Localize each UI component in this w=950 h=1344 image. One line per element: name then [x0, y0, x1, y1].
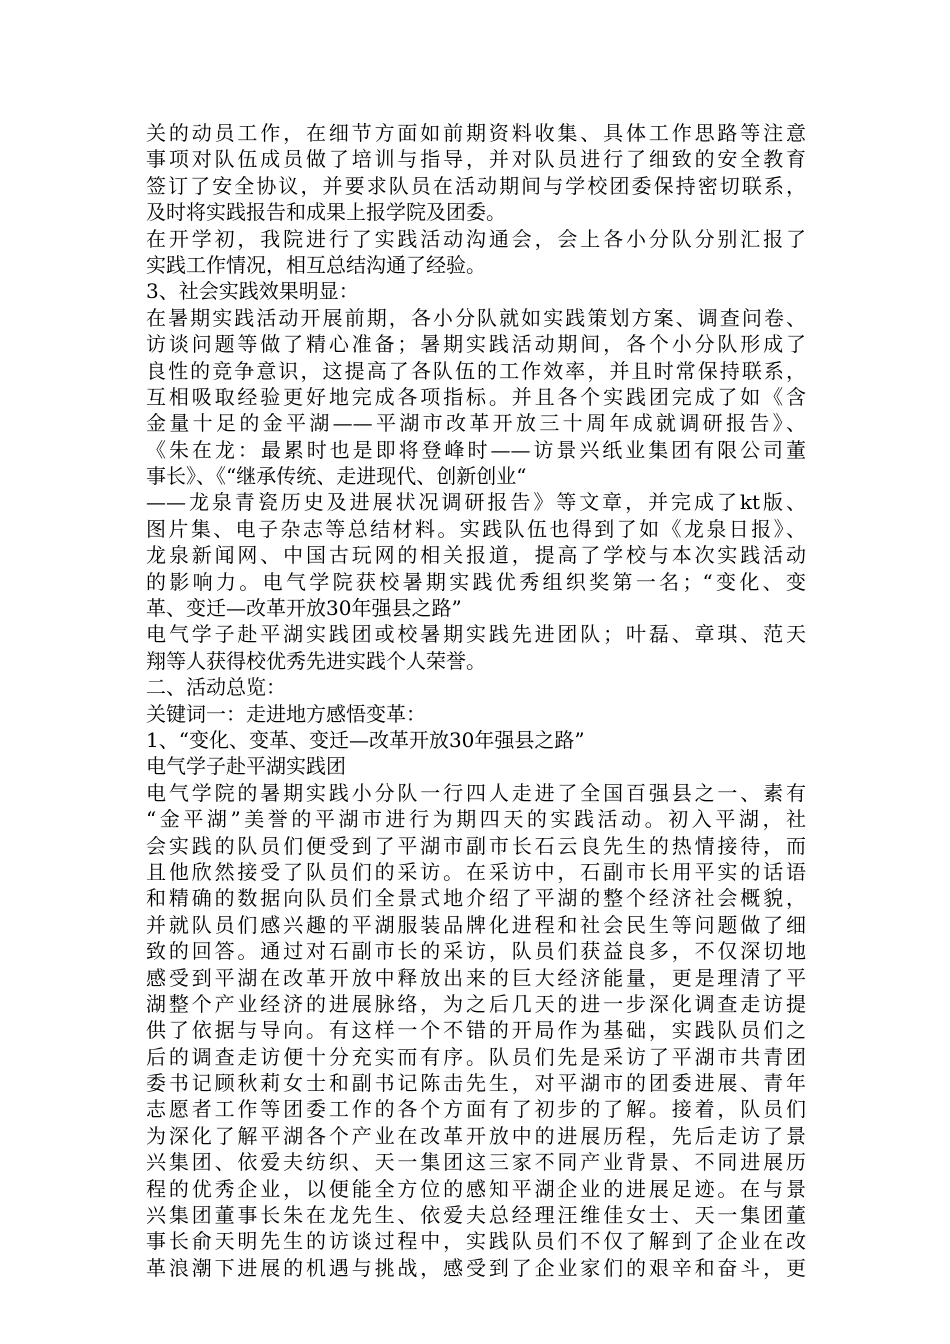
text-line: 志愿者工作等团委工作的各个方面有了初步的了解。接着，队员们: [146, 1097, 806, 1122]
text-line: 关键词一：走进地方感悟变革：: [146, 701, 426, 726]
text-line: 签订了安全协议，并要求队员在活动期间与学校团委保持密切联系，: [146, 173, 806, 198]
text-line: 革浪潮下进展的机遇与挑战，感受到了企业家们的艰辛和奋斗，更: [146, 1255, 806, 1280]
text-line: 互相吸取经验更好地完成各项指标。并且各个实践团完成了如《含: [146, 384, 806, 409]
document-page: [146, 120, 806, 1281]
text-line: 兴集团董事长朱在龙先生、依爱夫总经理汪维佳女士、天一集团董: [146, 1203, 806, 1228]
text-line: 兴集团、依爱夫纺织、天一集团这三家不同产业背景、不同进展历: [146, 1150, 806, 1175]
text-line: 电气学子赴平湖实践团: [146, 754, 346, 779]
text-line: 为深化了解平湖各个产业在改革开放中的进展历程，先后走访了景: [146, 1123, 806, 1148]
text-line: 事长》、《“继承传统、走进现代、创新创业“: [146, 464, 527, 489]
text-line: 后的调查走访便十分充实而有序。队员们先是采访了平湖市共青团: [146, 1044, 806, 1069]
text-line: 翔等人获得校优秀先进实践个人荣誉。: [146, 648, 486, 673]
text-line: 事长俞天明先生的访谈过程中，实践队员们不仅了解到了企业在改: [146, 1229, 806, 1254]
text-line: 实践工作情况，相互总结沟通了经验。: [146, 252, 486, 277]
text-line: 程的优秀企业，以便能全方位的感知平湖企业的进展足迹。在与景: [146, 1176, 806, 1201]
text-line: 电气学院的暑期实践小分队一行四人走进了全国百强县之一、素有: [146, 780, 806, 805]
text-line: 并就队员们感兴趣的平湖服装品牌化进程和社会民生等问题做了细: [146, 912, 806, 937]
text-line: 感受到平湖在改革开放中释放出来的巨大经济能量，更是理清了平: [146, 965, 806, 990]
text-line: 会实践的队员们便受到了平湖市副市长石云良先生的热情接待，而: [146, 833, 806, 858]
text-line: 供了依据与导向。有这样一个不错的开局作为基础，实践队员们之: [146, 1018, 806, 1043]
text-line: 及时将实践报告和成果上报学院及团委。: [146, 200, 506, 225]
text-line: ——龙泉青瓷历史及进展状况调研报告》等文章，并完成了kt版、: [146, 490, 806, 515]
text-line: 《朱在龙：最累时也是即将登峰时——访景兴纸业集团有限公司董: [146, 437, 806, 462]
text-line: 致的回答。通过对石副市长的采访，队员们获益良多，不仅深切地: [146, 939, 806, 964]
text-line: 委书记顾秋莉女士和副书记陈击先生，对平湖市的团委进展、青年: [146, 1071, 806, 1096]
text-line: 龙泉新闻网、中国古玩网的相关报道，提高了学校与本次实践活动: [146, 543, 806, 568]
text-line: 事项对队伍成员做了培训与指导，并对队员进行了细致的安全教育: [146, 147, 806, 172]
text-line: 图片集、电子杂志等总结材料。实践队伍也得到了如《龙泉日报》、: [146, 516, 806, 541]
text-line: 关的动员工作，在细节方面如前期资料收集、具体工作思路等注意: [146, 121, 806, 145]
text-line: 金量十足的金平湖——平湖市改革开放三十周年成就调研报告》、: [146, 411, 806, 436]
text-line: 和精确的数据向队员们全景式地介绍了平湖的整个经济社会概貌，: [146, 886, 806, 911]
text-line: “金平湖”美誉的平湖市进行为期四天的实践活动。初入平湖，社: [146, 807, 806, 832]
text-line: 电气学子赴平湖实践团或校暑期实践先进团队；叶磊、章琪、范天: [146, 622, 806, 647]
text-line: 1、“变化、变革、变迁—改革开放30年强县之路”: [146, 727, 585, 752]
text-line: 且他欣然接受了队员们的采访。在采访中，石副市长用平实的话语: [146, 859, 806, 884]
text-line: 访谈问题等做了精心准备；暑期实践活动期间，各个小分队形成了: [146, 332, 806, 357]
text-line: 二、活动总览：: [146, 675, 286, 700]
text-line: 在暑期实践活动开展前期，各小分队就如实践策划方案、调查问卷、: [146, 305, 806, 330]
text-line: 革、变迁—改革开放30年强县之路”: [146, 596, 462, 621]
text-line: 湖整个产业经济的进展脉络，为之后几天的进一步深化调查走访提: [146, 991, 806, 1016]
text-line: 在开学初，我院进行了实践活动沟通会，会上各小分队分别汇报了: [146, 226, 806, 251]
text-line: 的影响力。电气学院获校暑期实践优秀组织奖第一名；“变化、变: [146, 569, 806, 594]
text-line: 良性的竞争意识，这提高了各队伍的工作效率，并且时常保持联系，: [146, 358, 806, 383]
text-line: 3、社会实践效果明显：: [146, 279, 359, 304]
